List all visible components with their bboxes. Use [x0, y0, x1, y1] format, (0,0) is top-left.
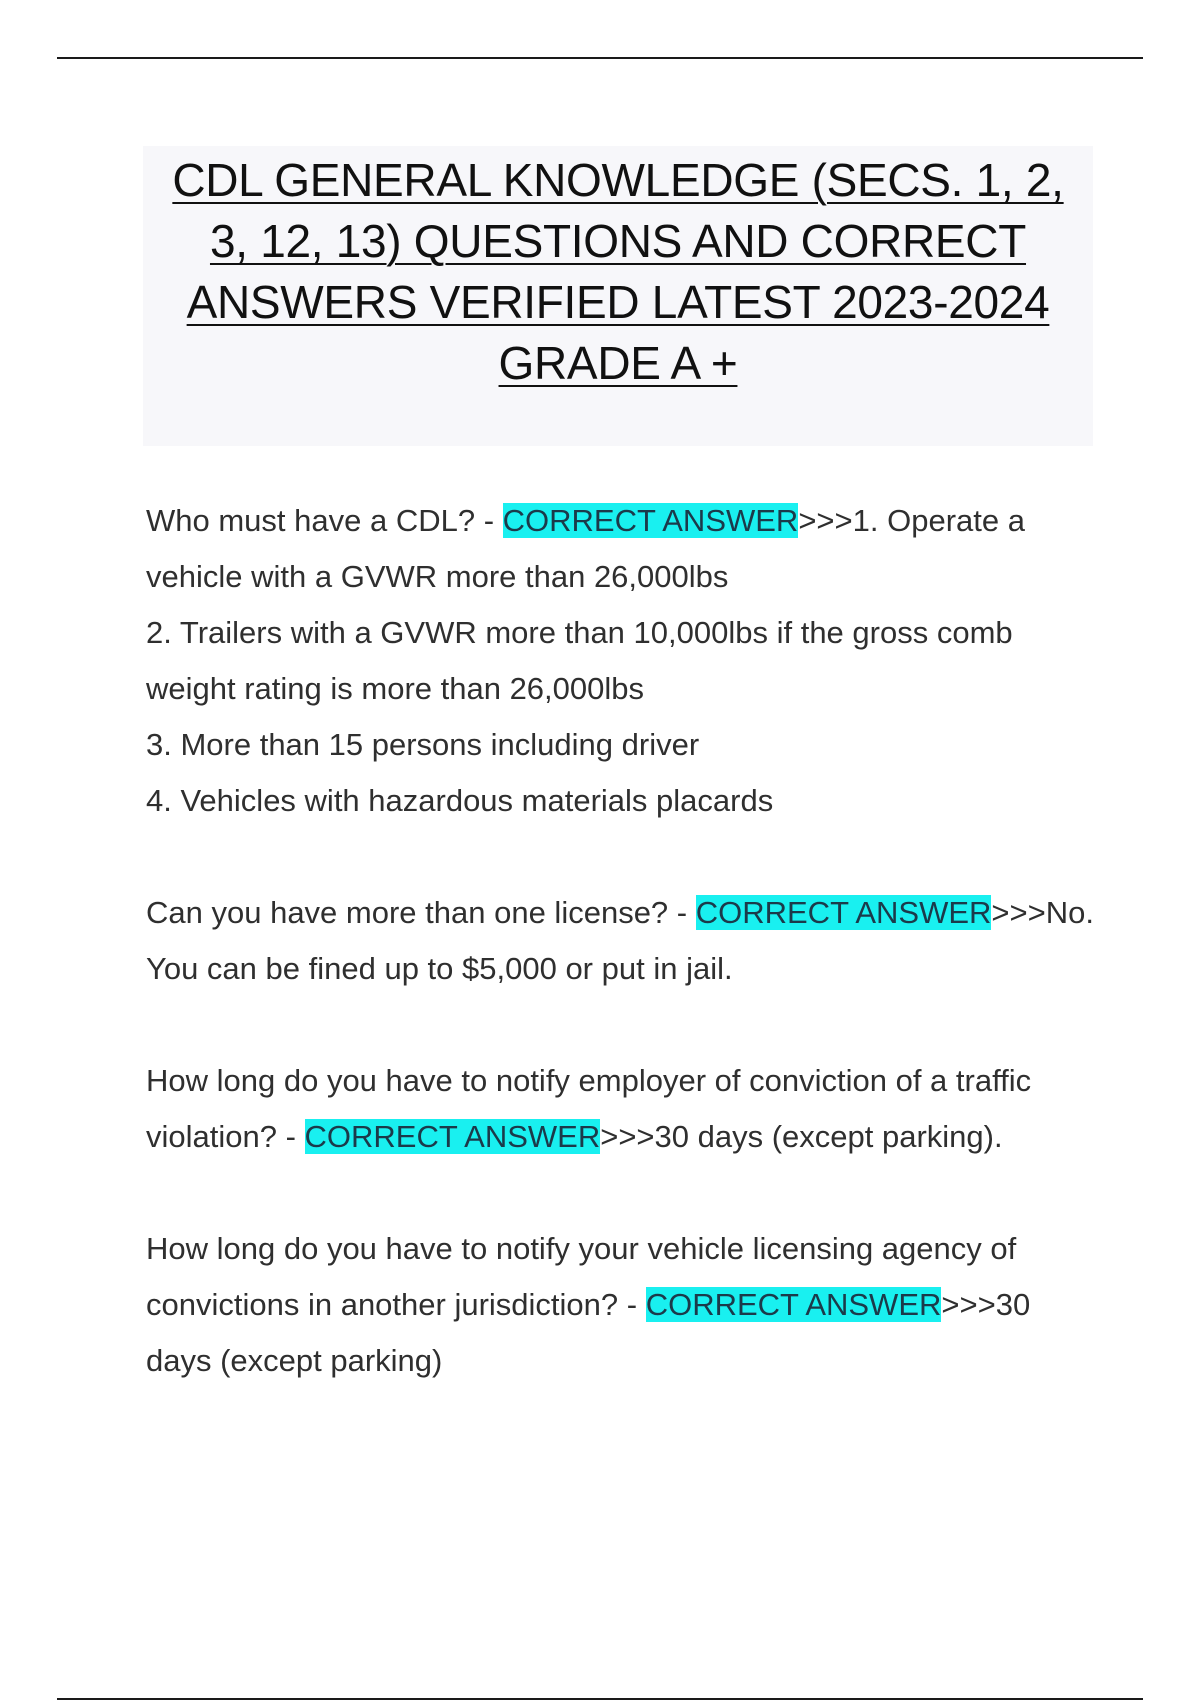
top-rule: [57, 57, 1143, 59]
answer-text: 3. More than 15 persons including driver: [146, 727, 700, 762]
qa-item: [146, 1053, 1096, 1165]
qa-item: [146, 493, 1096, 829]
qa-list: [146, 493, 1096, 1445]
document-title: CDL GENERAL KNOWLEDGE (SECS. 1, 2, 3, 12, 13) QUESTIONS AND CORRECT ANSWERS VERIFIED LATEST 2023-2024 GRADE A +: [172, 154, 1064, 389]
question-text: Can you have more than one license? -: [146, 895, 696, 930]
answer-text: 2. Trailers with a GVWR more than 10,000lbs if the gross comb weight rating is more than 26,000lbs: [146, 615, 1013, 706]
question-text: How long do you have to notify employer of conviction of a traffic violation? -: [146, 1063, 1032, 1154]
answer-text: >>>No. You can be fined up to $5,000 or put in jail.: [146, 895, 1094, 986]
correct-answer-label: CORRECT ANSWER: [695, 895, 992, 930]
title-box: [143, 146, 1093, 446]
correct-answer-label: CORRECT ANSWER: [502, 503, 799, 538]
qa-item: [146, 885, 1096, 997]
answer-text: 4. Vehicles with hazardous materials placards: [146, 783, 774, 818]
question-text: How long do you have to notify your vehicle licensing agency of convictions in another jurisdiction? -: [146, 1231, 1017, 1322]
correct-answer-label: CORRECT ANSWER: [304, 1119, 601, 1154]
question-text: Who must have a CDL? -: [146, 503, 503, 538]
answer-text: >>>1. Operate a vehicle with a GVWR more than 26,000lbs: [146, 503, 1025, 594]
answer-text: >>>30 days (except parking).: [600, 1119, 1003, 1154]
answer-text: >>>30 days (except parking): [146, 1287, 1031, 1378]
qa-item: [146, 1221, 1096, 1389]
correct-answer-label: CORRECT ANSWER: [645, 1287, 942, 1322]
